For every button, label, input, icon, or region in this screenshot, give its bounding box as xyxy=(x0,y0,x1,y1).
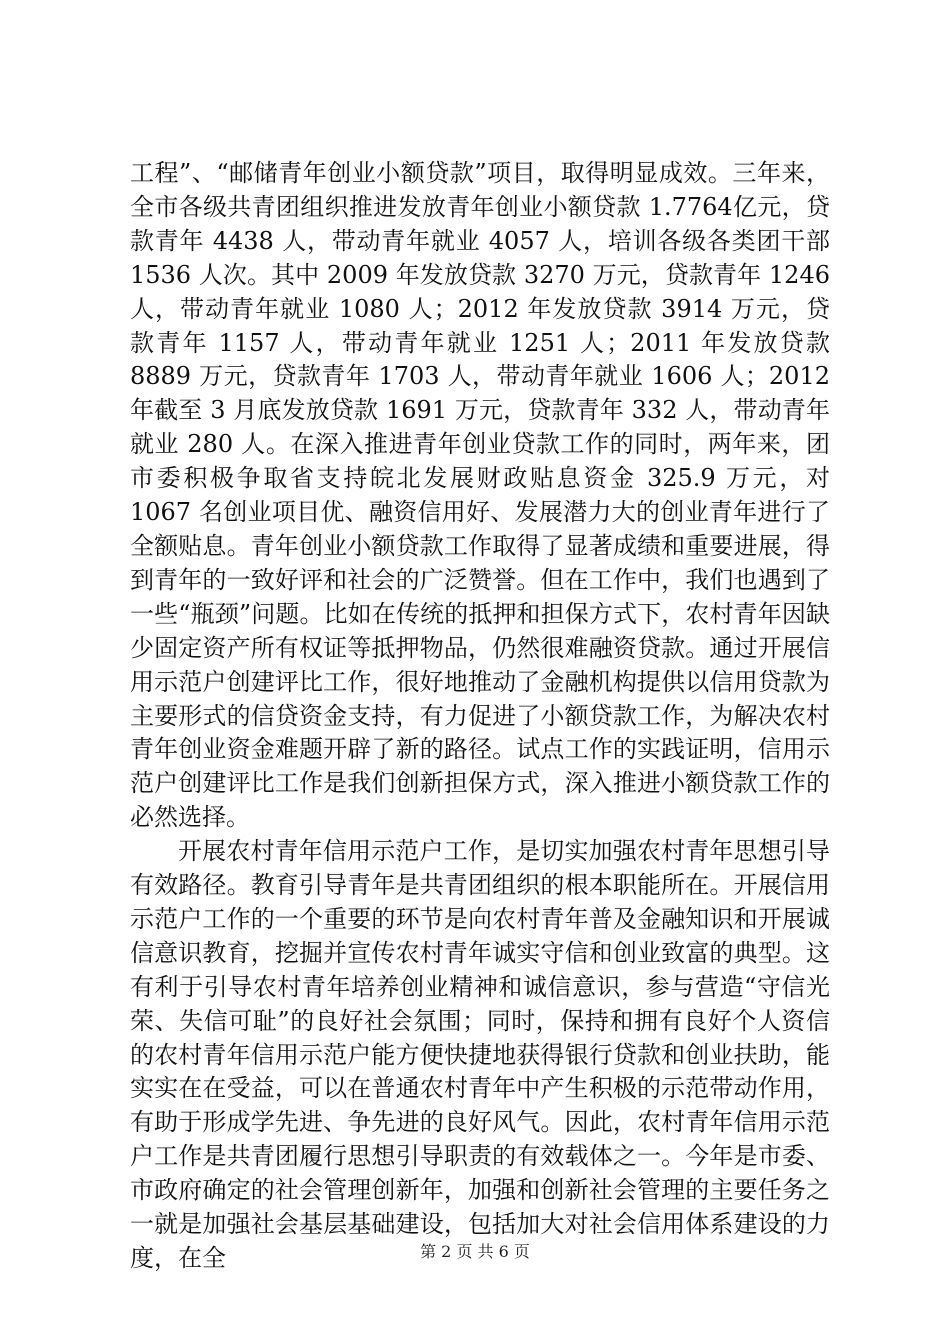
page-footer: 第 2 页 共 6 页 xyxy=(420,1242,530,1261)
paragraph-2: 开展农村青年信用示范户工作，是切实加强农村青年思想引导有效路径。教育引导青年是共青团组织的根本职能所在。开展信用示范户工作的一个重要的环节是向农村青年普及金融知识和开展诚信意识教育，挖掘并宣传农村青年诚实守信和创业致富的典型。这有利于引导农村青年培养创业精神和诚信意识，参与营造“守信光荣、失信可耻”的良好社会氛围；同时，保持和拥有良好个人资信的农村青年信用示范户能方便快捷地获得银行贷款和创业扶助，能实实在在受益，可以在普通农村青年中产生积极的示范带动作用，有助于形成学先进、争先进的良好风气。因此，农村青年信用示范户工作是共青团履行思想引导职责的有效载体之一。今年是市委、市政府确定的社会管理创新年，加强和创新社会管理的主要任务之一就是加强社会基层基础建设，包括加大对社会信用体系建设的力度，在全 xyxy=(130,837,830,1272)
paragraph-1: 工程”、“邮储青年创业小额贷款”项目，取得明显成效。三年来，全市各级共青团组织推进发放青年创业小额贷款 1.7764亿元，贷款青年 4438 人，带动青年就业 4057 人，培训各级各类团干部 1536 人次。其中 2009 年发放贷款 3270 万元，贷款青年 1246 人，带动青年就业 1080 人；2012 年发放贷款 3914 万元，贷款青年 1157 人，带动青年就业 1251 人；2011 年发放贷款 8889 万元，贷款青年 1703 人，带动青年就业 1606 人；2012 年截至 3 月底发放贷款 1691 万元，贷款青年 332 人，带动青年就业 280 人。在深入推进青年创业贷款工作的同时，两年来，团市委积极争取省支持皖北发展财政贴息资金 325.9 万元，对 1067 名创业项目优、融资信用好、发展潜力大的创业青年进行了全额贴息。青年创业小额贷款工作取得了显著成绩和重要进展，得到青年的一致好评和社会的广泛赞誉。但在工作中，我们也遇到了一些“瓶颈”问题。比如在传统的抵押和担保方式下，农村青年因缺少固定资产所有权证等抵押物品，仍然很难融资贷款。通过开展信用示范户创建评比工作，很好地推动了金融机构提供以信用贷款为主要形式的信贷资金支持，有力促进了小额贷款工作，为解决农村青年创业资金难题开辟了新的路径。试点工作的实践证明，信用示范户创建评比工作是我们创新担保方式，深入推进小额贷款工作的必然选择。 xyxy=(130,159,830,832)
body-text xyxy=(130,157,830,1276)
